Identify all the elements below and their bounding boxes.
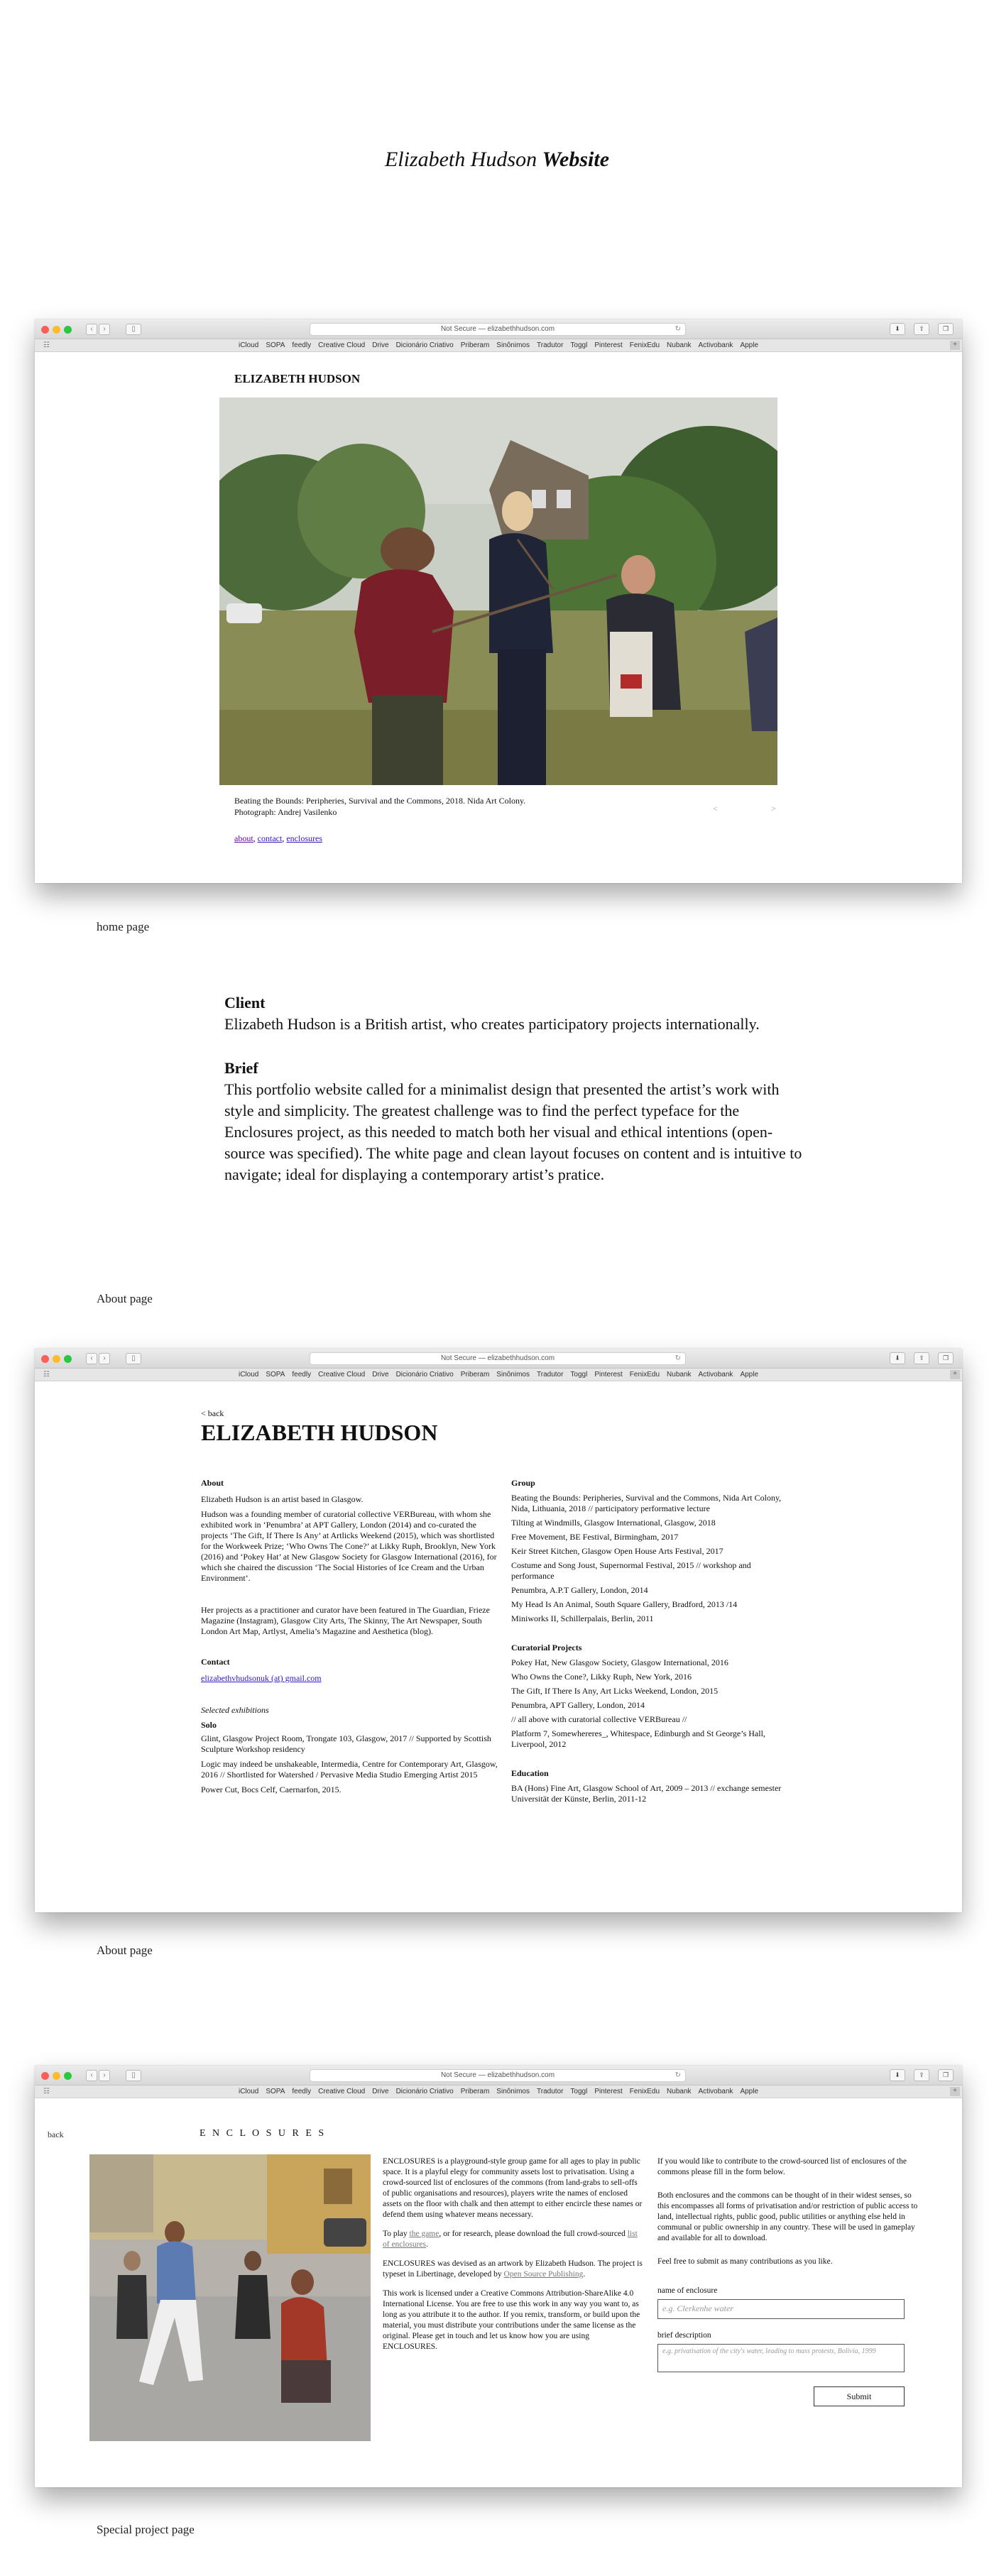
page-title bbox=[0, 148, 994, 172]
share-icon[interactable]: ⇪ bbox=[914, 1352, 929, 1364]
contact-email-link[interactable]: elizabethvhudsonuk (at) gmail.com bbox=[201, 1673, 322, 1683]
fav-item[interactable]: feedly bbox=[292, 2088, 312, 2095]
education-item: BA (Hons) Fine Art, Glasgow School of Art, 2009 – 2013 // exchange semester Universität der Künste, Berlin, 2011-12 bbox=[511, 1783, 782, 1804]
about-left-column bbox=[201, 1478, 499, 1795]
grid-icon[interactable]: ☷ bbox=[43, 2088, 50, 2095]
download-text-b: , or for research, please download the full crowd-sourced bbox=[439, 2230, 628, 2238]
reload-icon[interactable]: ↻ bbox=[674, 2071, 681, 2079]
enclosures-photo-image bbox=[89, 2154, 371, 2441]
enclosures-intro: ENCLOSURES is a playground-style group game for all ages to play in public space. It is a playful elegy for community assets lost to privatisation. Using a crowd-sourced list of enclosures of the commons (from land-grabs to sell-offs of public organisations and resources), players write the names of enclosed assets on the floor with chalk and then attempt to either encircle these names or defend them using whatever means necessary. bbox=[383, 2157, 643, 2219]
client-text: Elizabeth Hudson is a British artist, who creates participatory projects internationally. bbox=[224, 1015, 760, 1033]
credits-text-a: ENCLOSURES was devised as an artwork by Elizabeth Hudson. The project is typeset in Libertinage, developed by bbox=[383, 2259, 643, 2279]
submit-button[interactable]: Submit bbox=[814, 2386, 905, 2406]
grid-icon[interactable]: ☷ bbox=[43, 1371, 50, 1379]
about-page-label-1: About page bbox=[97, 1292, 153, 1305]
group-item: Penumbra, A.P.T Gallery, London, 2014 bbox=[511, 1585, 648, 1595]
back-nav-icon[interactable]: ‹ bbox=[86, 1353, 97, 1364]
download-icon[interactable]: ⬇ bbox=[890, 323, 905, 335]
browser-window-about bbox=[35, 1349, 962, 1912]
fav-item[interactable]: Apple bbox=[740, 341, 759, 349]
contribute-intro: If you would like to contribute to the crowd-sourced list of enclosures of the commons please fill in the form below. bbox=[657, 2157, 907, 2176]
add-tab-icon[interactable]: + bbox=[950, 341, 960, 350]
zoom-window-icon[interactable] bbox=[64, 2072, 72, 2080]
curatorial-item: Pokey Hat, New Glasgow Society, Glasgow International, 2016 bbox=[511, 1657, 728, 1667]
back-link[interactable]: < back bbox=[201, 1408, 224, 1418]
fav-item[interactable]: FenixEdu bbox=[629, 341, 660, 349]
home-page-label: home page bbox=[97, 920, 150, 933]
special-project-label: Special project page bbox=[97, 2523, 195, 2536]
photo-caption bbox=[234, 795, 525, 818]
solo-heading: Solo bbox=[201, 1720, 217, 1730]
minimize-window-icon[interactable] bbox=[53, 2072, 60, 2080]
browser-toolbar bbox=[35, 2066, 962, 2086]
fav-item[interactable]: Nubank bbox=[667, 2088, 692, 2095]
solo-item: Logic may indeed be unshakeable, Intermedia, Centre for Contemporary Art, Glasgow, 2016 // Shortlisted for Watershed / Pervasive Media Studio Emerging Artist 2015 bbox=[201, 1759, 498, 1780]
fav-item[interactable]: SOPA bbox=[266, 1371, 285, 1379]
tabs-icon[interactable]: ❐ bbox=[938, 323, 954, 335]
site-name: ELIZABETH HUDSON bbox=[234, 372, 361, 385]
fav-item[interactable]: Sinônimos bbox=[496, 1371, 530, 1379]
favorites-bar bbox=[35, 339, 962, 352]
fav-item[interactable]: Priberam bbox=[460, 1371, 490, 1379]
field-description-label: brief description bbox=[657, 2331, 711, 2340]
contribute-note: Feel free to submit as many contributions as you like. bbox=[657, 2257, 833, 2266]
fav-item[interactable]: Priberam bbox=[460, 341, 490, 349]
hero-photo-image bbox=[219, 398, 777, 785]
home-nav: about, contact, enclosures bbox=[234, 833, 322, 843]
group-heading: Group bbox=[511, 1478, 535, 1488]
sidebar-icon[interactable]: ▯ bbox=[126, 324, 141, 335]
fav-item[interactable]: Activobank bbox=[698, 1371, 733, 1379]
fav-item[interactable]: Apple bbox=[740, 2088, 759, 2095]
address-bar[interactable] bbox=[310, 1352, 686, 1365]
about-heading: About bbox=[201, 1478, 224, 1488]
fav-item[interactable]: Dicionário Criativo bbox=[395, 1371, 454, 1379]
group-item: Keir Street Kitchen, Glasgow Open House Arts Festival, 2017 bbox=[511, 1546, 723, 1556]
contribute-explanation: Both enclosures and the commons can be thought of in their widest senses, so this encompasses all forms of privatisation and/or restriction of public access to land, intellectual rights, public good, public utilities or anything else held in communal or public ownership in any country. These will be used in gameplay and available for all to download. bbox=[657, 2191, 918, 2242]
back-nav-icon[interactable]: ‹ bbox=[86, 324, 97, 335]
solo-item: Glint, Glasgow Project Room, Trongate 103, Glasgow, 2017 // Supported by Scottish Sculpture Workshop residency bbox=[201, 1733, 491, 1754]
share-icon[interactable]: ⇪ bbox=[914, 2069, 929, 2081]
share-icon[interactable]: ⇪ bbox=[914, 323, 929, 335]
fav-item[interactable]: Sinônimos bbox=[496, 341, 530, 349]
browser-toolbar bbox=[35, 319, 962, 339]
download-icon[interactable]: ⬇ bbox=[890, 2069, 905, 2081]
list-of-enclosures-link[interactable]: list of enclosures bbox=[383, 2230, 638, 2249]
brief-description-input[interactable]: e.g. privatisation of the city's water, leading to mass protests, Bolivia, 1999 bbox=[657, 2344, 905, 2372]
curatorial-item: Penumbra, APT Gallery, London, 2014 bbox=[511, 1700, 645, 1710]
add-tab-icon[interactable]: + bbox=[950, 1370, 960, 1379]
favorites-bar bbox=[35, 1369, 962, 1381]
fav-item[interactable]: Activobank bbox=[698, 2088, 733, 2095]
title-website: Website bbox=[542, 148, 610, 171]
about-page-label-2: About page bbox=[97, 1944, 153, 1957]
curatorial-heading: Curatorial Projects bbox=[511, 1643, 582, 1653]
curatorial-item: Who Owns the Cone?, Likky Ruph, New York, 2016 bbox=[511, 1672, 692, 1682]
fav-item[interactable]: Pinterest bbox=[594, 1371, 623, 1379]
about-right-column bbox=[511, 1478, 795, 1804]
fav-item[interactable]: Dicionário Criativo bbox=[395, 341, 454, 349]
fav-item[interactable]: iCloud bbox=[238, 1371, 259, 1379]
enclosures-text bbox=[383, 2156, 645, 2352]
url-text: Not Secure — elizabethhudson.com bbox=[440, 2071, 555, 2079]
about-paragraph: Hudson was a founding member of curatorial collective VERBureau, with whom she exhibited work in ‘Penumbra’ at APT Gallery, London (2014) and co-curated the projects ‘The Gift, If There Is Any’ at Artlicks Weekend (2015), which was shortlisted for the Workweek Prize; ‘Who Owns The Cone?’ at Likky Ruph, Brooklyn, New York (2016) and ‘Pokey Hat’ at New Glasgow Society for Glasgow International (2016), for which she chaired the discussion ‘The Social Histories of Ice Cream and the Urban Environment’. bbox=[201, 1509, 497, 1583]
about-paragraph: Elizabeth Hudson is an artist based in Glasgow. bbox=[201, 1494, 364, 1504]
brief-heading: Brief bbox=[224, 1059, 258, 1077]
fav-item[interactable]: Sinônimos bbox=[496, 2088, 530, 2095]
browser-window-home bbox=[35, 319, 962, 883]
group-item: Beating the Bounds: Peripheries, Survival and the Commons, Nida Art Colony, Nida, Lithuania, 2018 // participatory performative lecture bbox=[511, 1493, 782, 1513]
download-text-a: To play bbox=[383, 2230, 410, 2238]
back-link[interactable]: back bbox=[48, 2130, 64, 2139]
credits-text-b: . bbox=[583, 2270, 586, 2279]
fav-item[interactable]: Apple bbox=[740, 1371, 759, 1379]
forward-nav-icon[interactable]: › bbox=[99, 1353, 110, 1364]
fav-item[interactable]: SOPA bbox=[266, 341, 285, 349]
grid-icon[interactable]: ☷ bbox=[43, 341, 50, 349]
fav-item[interactable]: Nubank bbox=[667, 1371, 692, 1379]
forward-nav-icon[interactable]: › bbox=[99, 324, 110, 335]
group-item: Miniworks II, Schillerpalais, Berlin, 2011 bbox=[511, 1613, 654, 1623]
group-item: Tilting at Windmills, Glasgow International, Glasgow, 2018 bbox=[511, 1518, 716, 1528]
fav-item[interactable]: Creative Cloud bbox=[318, 2088, 366, 2095]
prev-arrow-icon[interactable]: < bbox=[713, 804, 718, 813]
minimize-window-icon[interactable] bbox=[53, 326, 60, 334]
about-link[interactable]: about bbox=[234, 833, 253, 843]
curatorial-item: The Gift, If There Is Any, Art Licks Weekend, London, 2015 bbox=[511, 1686, 719, 1696]
enclosures-download bbox=[383, 2229, 645, 2250]
enclosure-name-input[interactable]: e.g. Clerkenhe water bbox=[657, 2299, 905, 2319]
fav-item[interactable]: Creative Cloud bbox=[318, 341, 366, 349]
fav-item[interactable]: Pinterest bbox=[594, 341, 623, 349]
close-window-icon[interactable] bbox=[41, 326, 49, 334]
fav-item[interactable]: feedly bbox=[292, 341, 312, 349]
curatorial-item: Platform 7, Somewhereres_, Whitespace, Edinburgh and St George’s Hall, Liverpool, 2012 bbox=[511, 1728, 765, 1749]
fav-item[interactable]: Pinterest bbox=[594, 2088, 623, 2095]
reload-icon[interactable]: ↻ bbox=[674, 325, 681, 333]
zoom-window-icon[interactable] bbox=[64, 326, 72, 334]
brief-section bbox=[224, 992, 807, 1185]
about-name: ELIZABETH HUDSON bbox=[201, 1420, 438, 1445]
zoom-window-icon[interactable] bbox=[64, 1355, 72, 1363]
fav-item[interactable]: Toggl bbox=[570, 341, 588, 349]
tabs-icon[interactable]: ❐ bbox=[938, 1352, 954, 1364]
back-nav-icon[interactable]: ‹ bbox=[86, 2070, 97, 2081]
selected-exhibitions: Selected exhibitions bbox=[201, 1705, 269, 1715]
fav-item[interactable]: Activobank bbox=[698, 341, 733, 349]
education-heading: Education bbox=[511, 1768, 549, 1778]
open-source-publishing-link[interactable]: Open Source Publishing bbox=[503, 2270, 584, 2279]
enclosures-link[interactable]: enclosures bbox=[286, 833, 322, 843]
fav-item[interactable]: Toggl bbox=[570, 2088, 588, 2095]
curatorial-item: // all above with curatorial collective VERBureau // bbox=[511, 1714, 687, 1724]
fav-item[interactable]: Drive bbox=[372, 1371, 389, 1379]
fav-item[interactable]: Nubank bbox=[667, 341, 692, 349]
fav-item[interactable]: Tradutor bbox=[537, 1371, 564, 1379]
fav-item[interactable]: FenixEdu bbox=[629, 2088, 660, 2095]
fav-item[interactable]: iCloud bbox=[238, 341, 259, 349]
game-link[interactable]: the game bbox=[409, 2230, 439, 2238]
minimize-window-icon[interactable] bbox=[53, 1355, 60, 1363]
group-item: My Head Is An Animal, South Square Gallery, Bradford, 2013 /14 bbox=[511, 1599, 738, 1609]
fav-item[interactable]: Tradutor bbox=[537, 2088, 564, 2095]
url-text: Not Secure — elizabethhudson.com bbox=[440, 1354, 555, 1362]
sidebar-icon[interactable]: ▯ bbox=[126, 2070, 141, 2081]
fav-item[interactable]: Dicionário Criativo bbox=[395, 2088, 454, 2095]
url-text: Not Secure — elizabethhudson.com bbox=[440, 325, 555, 333]
enclosures-credits bbox=[383, 2259, 645, 2280]
address-bar[interactable] bbox=[310, 323, 686, 336]
brief-text: This portfolio website called for a minimalist design that presented the artist’s work with style and simplicity. The greatest challenge was to find the perfect typeface for the Enclosures project, as this needed to match both her visual and ethical intentions (open-source was specified). The white page and clean layout focuses on content and is intuitive to navigate; ideal for displaying a contemporary artist’s pratice. bbox=[224, 1080, 802, 1183]
field-name-label: name of enclosure bbox=[657, 2286, 718, 2295]
caption-line-2: Photograph: Andrej Vasilenko bbox=[234, 807, 337, 817]
fav-item[interactable]: iCloud bbox=[238, 2088, 259, 2095]
contact-link[interactable]: contact bbox=[257, 833, 283, 843]
group-item: Free Movement, BE Festival, Birmingham, 2017 bbox=[511, 1532, 679, 1542]
favorites-bar bbox=[35, 2086, 962, 2098]
tabs-icon[interactable]: ❐ bbox=[938, 2069, 954, 2081]
reload-icon[interactable]: ↻ bbox=[674, 1354, 681, 1362]
fav-item[interactable]: feedly bbox=[292, 1371, 312, 1379]
enclosures-license: This work is licensed under a Creative Commons Attribution-ShareAlike 4.0 International License. You are free to use this work in any way you want to, as long as you attribute it to the author. If you remix, transform, or build upon the material, you must distribute your contributions under the same license as the original. Please get in touch and let us know how you are using ENCLOSURES. bbox=[383, 2289, 640, 2351]
browser-window-enclosures bbox=[35, 2066, 962, 2487]
contribute-column bbox=[657, 2156, 919, 2406]
fav-item[interactable]: Drive bbox=[372, 341, 389, 349]
address-bar[interactable] bbox=[310, 2069, 686, 2082]
close-window-icon[interactable] bbox=[41, 2072, 49, 2080]
fav-item[interactable]: Toggl bbox=[570, 1371, 588, 1379]
enclosures-photo bbox=[89, 2154, 371, 2441]
fav-item[interactable]: FenixEdu bbox=[629, 1371, 660, 1379]
enclosures-title: E N C L O S U R E S bbox=[200, 2128, 327, 2139]
fav-item[interactable]: Priberam bbox=[460, 2088, 490, 2095]
forward-nav-icon[interactable]: › bbox=[99, 2070, 110, 2081]
browser-toolbar bbox=[35, 1349, 962, 1369]
fav-item[interactable]: Tradutor bbox=[537, 341, 564, 349]
group-item: Costume and Song Joust, Supernormal Festival, 2015 // workshop and performance bbox=[511, 1560, 751, 1581]
caption-line-1: Beating the Bounds: Peripheries, Survival and the Commons, 2018. Nida Art Colony. bbox=[234, 796, 526, 806]
hero-photo bbox=[219, 398, 777, 785]
fav-item[interactable]: SOPA bbox=[266, 2088, 285, 2095]
contact-heading: Contact bbox=[201, 1657, 230, 1667]
sidebar-icon[interactable]: ▯ bbox=[126, 1353, 141, 1364]
add-tab-icon[interactable]: + bbox=[950, 2087, 960, 2096]
about-paragraph: Her projects as a practitioner and curator have been featured in The Guardian, Frieze Magazine (Instagram), Glasgow City Arts, The Skinny, The Art Newspaper, South London Art Map, Artlyst, Amelia’s Magazine and Aesthetica (blog). bbox=[201, 1605, 490, 1636]
fav-item[interactable]: Drive bbox=[372, 2088, 389, 2095]
client-heading: Client bbox=[224, 994, 266, 1012]
solo-item: Power Cut, Bocs Celf, Caernarfon, 2015. bbox=[201, 1785, 342, 1794]
title-name: Elizabeth Hudson bbox=[384, 148, 537, 171]
download-icon[interactable]: ⬇ bbox=[890, 1352, 905, 1364]
fav-item[interactable]: Creative Cloud bbox=[318, 1371, 366, 1379]
next-arrow-icon[interactable]: > bbox=[771, 804, 776, 813]
close-window-icon[interactable] bbox=[41, 1355, 49, 1363]
download-text-c: . bbox=[426, 2240, 428, 2249]
